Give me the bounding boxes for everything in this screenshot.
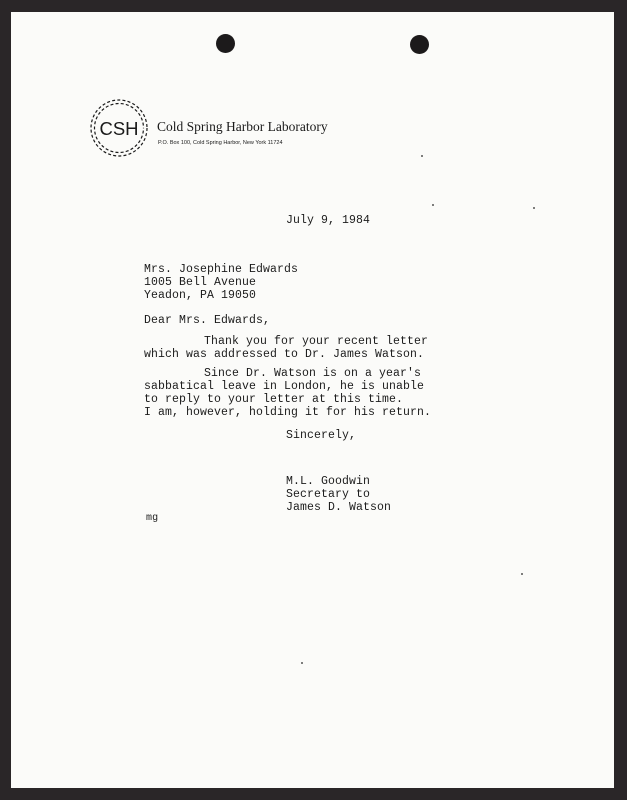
salutation: Dear Mrs. Edwards, — [144, 314, 271, 327]
organization-name: Cold Spring Harbor Laboratory — [157, 119, 328, 134]
recipient-city: Yeadon, PA 19050 — [144, 289, 257, 302]
punch-hole-left — [216, 34, 235, 53]
signature-name: M.L. Goodwin — [286, 475, 371, 488]
signature-title: Secretary to — [286, 488, 371, 501]
paper-speck — [421, 155, 423, 157]
recipient-street: 1005 Bell Avenue — [144, 276, 257, 289]
paper-speck — [521, 573, 523, 575]
punch-hole-right — [410, 35, 429, 54]
typist-initials: mg — [146, 513, 159, 524]
body-line: which was addressed to Dr. James Watson. — [144, 348, 425, 361]
letter-date: July 9, 1984 — [286, 214, 371, 227]
body-line: Since Dr. Watson is on a year's — [204, 367, 422, 380]
signature-employer: James D. Watson — [286, 501, 392, 514]
body-line: Thank you for your recent letter — [204, 335, 429, 348]
body-line: to reply to your letter at this time. — [144, 393, 404, 406]
paper-speck — [533, 207, 535, 209]
paper-speck — [432, 204, 434, 206]
body-line: sabbatical leave in London, he is unable — [144, 380, 425, 393]
closing: Sincerely, — [286, 429, 357, 442]
paper-speck — [301, 662, 303, 664]
organization-address: P.O. Box 100, Cold Spring Harbor, New York 11724 — [158, 140, 283, 146]
csh-logo — [87, 96, 151, 160]
recipient-name: Mrs. Josephine Edwards — [144, 263, 299, 276]
logo-text: CSH — [99, 118, 139, 139]
body-line: I am, however, holding it for his return. — [144, 406, 432, 419]
